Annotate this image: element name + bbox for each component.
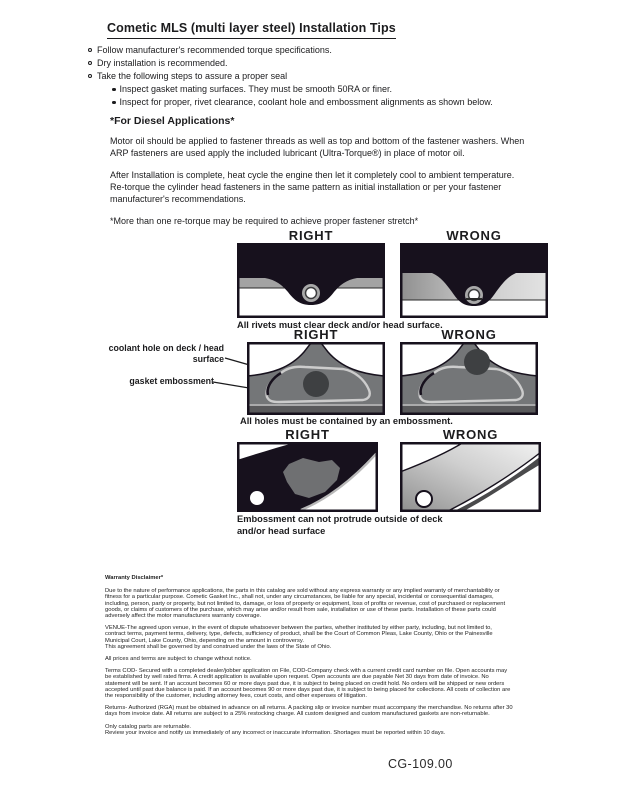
callout-gasket-embossment: gasket embossment <box>129 376 214 386</box>
diagram-embossment-wrong <box>400 342 538 415</box>
list-item-text: Take the following steps to assure a proper seal <box>97 71 288 81</box>
caption-row1: All rivets must clear deck and/or head surface. <box>237 320 443 330</box>
bullet-circle-icon <box>88 74 92 78</box>
installation-tips-list <box>88 44 558 109</box>
legal-paragraph: Only catalog parts are returnable. <box>105 723 192 730</box>
bullet-circle-icon <box>88 61 92 65</box>
list-item <box>112 83 558 96</box>
legal-paragraph: Returns- Authorized (RGA) must be obtained in advance on all returns. A packing slip or invoice number must accompany the merchandise. No returns after 30 days from invoice date. All returns are subject to a 25% restocking charge. All custom designed and custom manufactured gaskets are non-returnable. <box>105 705 513 718</box>
warranty-disclaimer-section <box>105 575 514 736</box>
legal-paragraph: Review your invoice and notify us immediately of any incorrect or inaccurate information. Shortages must be reported within 10 days. <box>105 729 446 736</box>
legal-paragraph: This agreement shall be governed by and construed under the laws of the State of Ohio. <box>105 643 332 650</box>
list-item <box>88 57 558 70</box>
bullet-circle-icon <box>88 48 92 52</box>
diagram-protrusion-wrong <box>400 442 541 512</box>
diagram-protrusion-right <box>237 442 378 512</box>
diagram-rivet-wrong <box>400 243 548 318</box>
bullet-dot-icon <box>112 101 116 105</box>
callout-coolant-hole: coolant hole on deck / head surface <box>108 343 224 364</box>
list-item <box>112 96 558 109</box>
diesel-heading: *For Diesel Applications* <box>110 115 235 127</box>
caption-row3: Embossment can not protrude outside of deck and/or head surface <box>237 514 443 536</box>
list-item-text: Inspect gasket mating surfaces. They must be smooth 50RA or finer. <box>119 84 392 94</box>
wrong-label-row3: WRONG <box>442 427 499 442</box>
legal-paragraph: All prices and terms are subject to change without notice. <box>105 656 252 663</box>
diesel-paragraph: After Installation is complete, heat cycle the engine then let it completely cool to ambient temperature. Re-torque the cylinder head fasteners in the same pattern as initial installation or per your fastener manufacturer's recommendations. <box>110 170 515 204</box>
diagram-embossment-right <box>247 342 385 415</box>
page-title: Cometic MLS (multi layer steel) Installation Tips <box>107 21 396 39</box>
list-item-text: Follow manufacturer's recommended torque specifications. <box>97 45 332 55</box>
wrong-label-row1: WRONG <box>446 228 502 243</box>
page-code: CG-109.00 <box>388 757 453 771</box>
wrong-label-row2: WRONG <box>441 327 497 342</box>
caption-row2: All holes must be contained by an embossment. <box>240 416 453 426</box>
bullet-dot-icon <box>112 88 116 92</box>
diagram-rivet-right <box>237 243 385 318</box>
legal-paragraph: Due to the nature of performance applications, the parts in this catalog are sold without any express warranty or any implied warranty of merchantability or fitness for a particular purpose. Cometic Gasket Inc., shall not, under any circumstances, be liable for any special, incidental or consequential damages, including, person, party or property, but not limited to, damage, or loss of property or equipment, loss of profits or revenue, cost of purchased or replacement goods, or claims of customers of the purchase, which may arise and/or result from sale, installation or use of these parts. Installation of these parts could adversely affect the motor manufacturers warranty coverage. <box>105 588 506 620</box>
legal-paragraph: Terms COD- Secured with a completed dealer/jobber application on File, COD-Company check with a current credit card number on file. Open accounts may be established by well rated firms. A credit application is available upon request. Open accounts are due payable Net 30 days from date of invoice. No statement will be sent. If an account becomes 60 or more days past due, it is subject to being placed on credit hold. No orders will be shipped or new orders accepted until past due balance is paid. If an account becomes 90 or more days past due, it is subject to being placed for collections. All costs of collection are the responsibility of the customer, including attorney fees, court costs, and other expenses of litigation. <box>105 668 511 700</box>
list-item <box>88 44 558 57</box>
list-item-text: Inspect for proper, rivet clearance, coolant hole and embossment alignments as shown below. <box>119 97 493 107</box>
right-label-row2: RIGHT <box>293 327 339 342</box>
right-label-row1: RIGHT <box>288 228 334 243</box>
list-item-text: Dry installation is recommended. <box>97 58 228 68</box>
warranty-heading: Warranty Disclaimer* <box>105 575 164 581</box>
right-label-row3: RIGHT <box>285 427 330 442</box>
list-item <box>88 70 558 83</box>
diesel-paragraph: Motor oil should be applied to fastener threads as well as top and bottom of the fastener washers. When ARP fasteners are used apply the included lubricant (Ultra-Torque®) in place of motor oil. <box>110 136 525 158</box>
diesel-section <box>110 115 528 237</box>
legal-paragraph: VENUE-The agreed upon venue, in the event of dispute whatsoever between the parties, whether instituted by either party, including, but not limited to, contract terms, payment terms, delivery, type, defects, sufficiency of product, shall be the Court of Common Pleas, Lake County, Ohio or the Painesville Municipal Court, Lake County, Ohio, depending on the amount in controversy. <box>105 625 493 644</box>
diesel-note: *More than one re-torque may be required to achieve proper fastener stretch* <box>110 216 419 226</box>
